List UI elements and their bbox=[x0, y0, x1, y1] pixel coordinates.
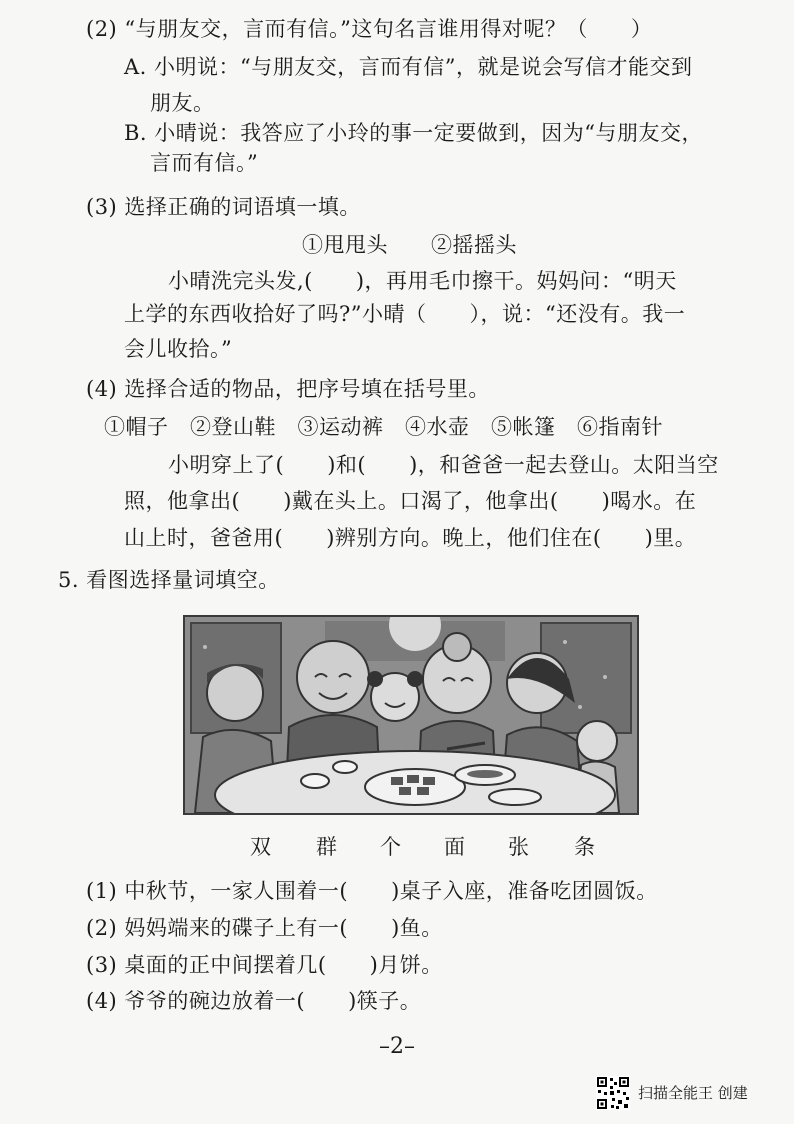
q3-stem: (3) 选择正确的词语填一填。 bbox=[86, 195, 361, 219]
q4-text-line3: 山上时，爸爸用( )辨别方向。晚上，他们住在( )里。 bbox=[124, 526, 697, 550]
q5-sentence-1: (1) 中秋节，一家人围着一( )桌子入座，准备吃团圆饭。 bbox=[86, 879, 658, 903]
watermark-text: 扫描全能王 创建 bbox=[638, 1084, 748, 1102]
q2-stem: (2) “与朋友交，言而有信。”这句名言谁用得对呢？（ ） bbox=[86, 17, 653, 41]
q2-option-a-line1: A. 小明说：“与朋友交，言而有信”，就是说会写信才能交到 bbox=[124, 55, 693, 79]
q2-option-a-line2: 朋友。 bbox=[150, 91, 215, 115]
measure-word: 群 bbox=[316, 835, 337, 859]
q4-items: ①帽子 ②登山鞋 ③运动裤 ④水壶 ⑤帐篷 ⑥指南针 bbox=[104, 415, 663, 439]
measure-word: 双 bbox=[250, 835, 271, 859]
q3-choices: ①甩甩头 ②摇摇头 bbox=[302, 233, 517, 257]
measure-word: 个 bbox=[380, 835, 401, 859]
family-dinner-illustration bbox=[183, 615, 639, 815]
measure-word: 面 bbox=[444, 835, 465, 859]
family-dinner-image bbox=[185, 617, 637, 813]
scanner-watermark bbox=[596, 1076, 776, 1110]
measure-word: 条 bbox=[574, 835, 595, 859]
q2-option-b-line1: B. 小晴说：我答应了小玲的事一定要做到，因为“与朋友交， bbox=[124, 121, 704, 145]
q4-text-line1: 小明穿上了( )和( )，和爸爸一起去登山。太阳当空 bbox=[168, 453, 719, 477]
q3-text-line3: 会儿收拾。” bbox=[124, 337, 233, 361]
page-number: –2– bbox=[379, 1034, 415, 1059]
q5-sentence-3: (3) 桌面的正中间摆着几( )月饼。 bbox=[86, 953, 443, 977]
q3-text-line2: 上学的东西收拾好了吗?”小晴（ ），说：“还没有。我一 bbox=[124, 302, 686, 326]
q5-sentence-4: (4) 爷爷的碗边放着一( )筷子。 bbox=[86, 989, 422, 1013]
q2-option-b-line2: 言而有信。” bbox=[150, 151, 259, 175]
q4-stem: (4) 选择合适的物品，把序号填在括号里。 bbox=[86, 377, 490, 401]
qr-code-icon bbox=[596, 1076, 630, 1110]
q5-sentence-2: (2) 妈妈端来的碟子上有一( )鱼。 bbox=[86, 916, 443, 940]
q4-text-line2: 照，他拿出( )戴在头上。口渴了，他拿出( )喝水。在 bbox=[124, 489, 697, 513]
q3-text-line1: 小晴洗完头发,( )，再用毛巾擦干。妈妈问：“明天 bbox=[168, 269, 677, 293]
measure-word: 张 bbox=[508, 835, 529, 859]
q5-title: 5. 看图选择量词填空。 bbox=[58, 568, 280, 592]
